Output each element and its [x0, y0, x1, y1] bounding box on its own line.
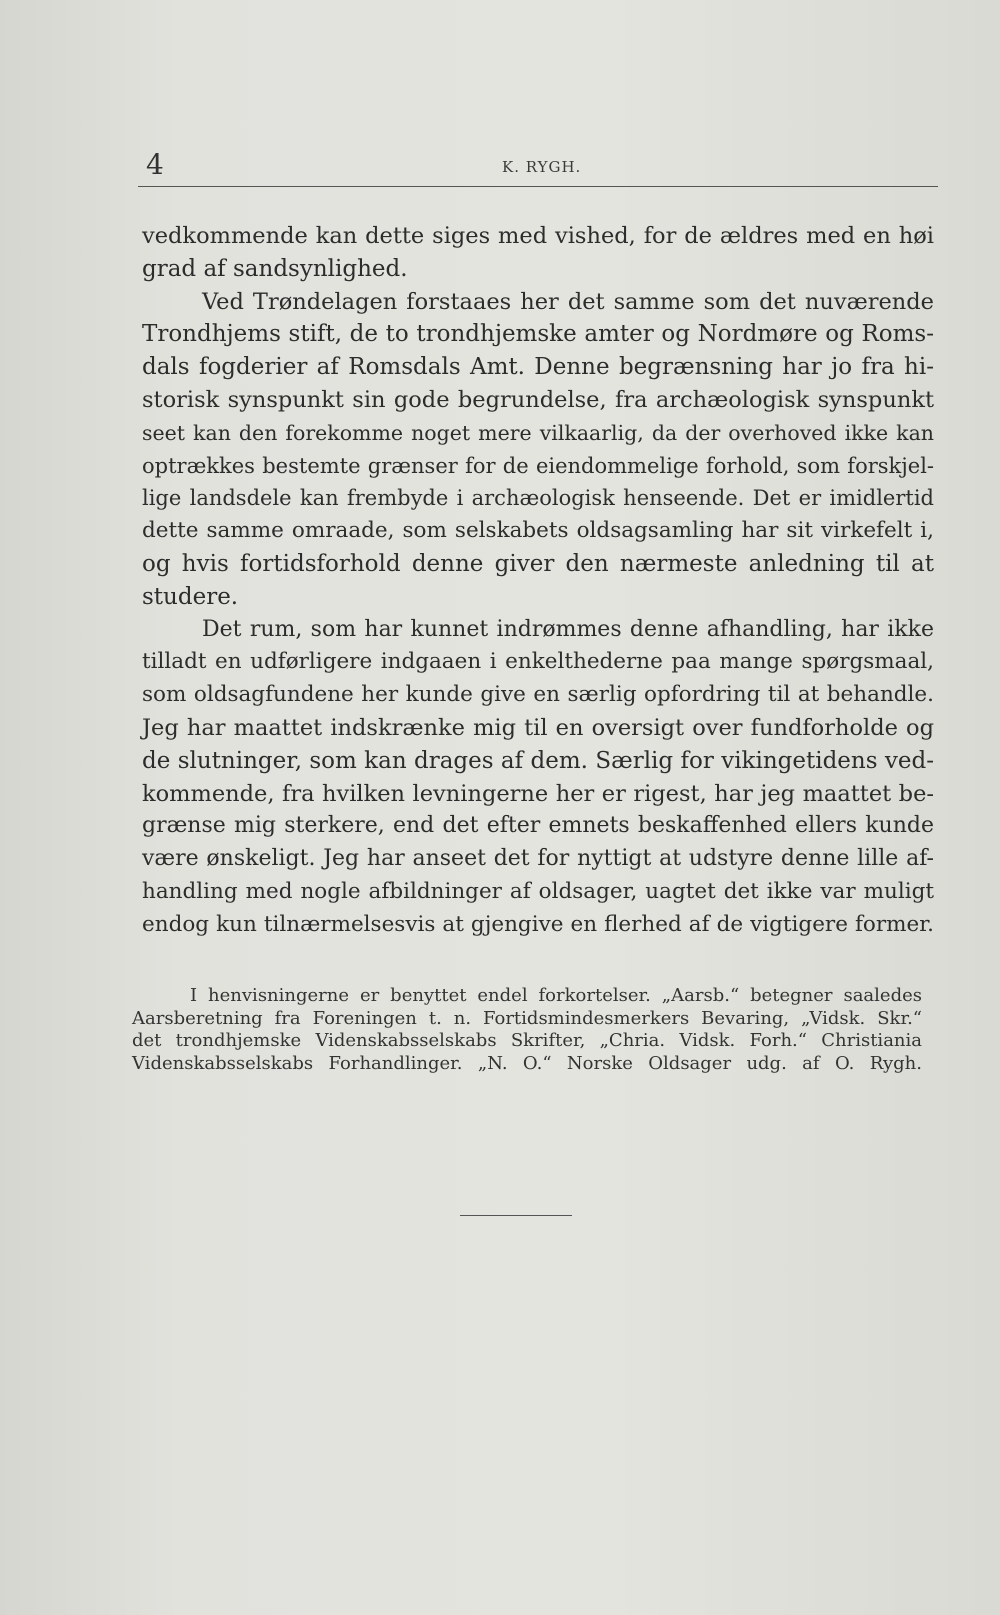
footnote — [132, 985, 922, 1075]
text-line: som oldsagfundene her kunde give en særlig opfordring til at behandle. — [142, 682, 934, 708]
text-line: Ved Trøndelagen forstaaes her det samme som det nuværende — [202, 288, 934, 315]
text-line: Det rum, som har kunnet indrømmes denne afhandling, har ikke — [202, 616, 934, 642]
footnote-line: det trondhjemske Videnskabsselskabs Skrifter, „Chria. Vidsk. Forh.“ Christiania — [132, 1030, 922, 1051]
text-line: optrækkes bestemte grænser for de eiendommelige forhold, som forskjel- — [142, 453, 934, 478]
text-line: Jeg har maattet indskrænke mig til en oversigt over fundforholde og — [142, 714, 934, 741]
text-line: tilladt en udførligere indgaaen i enkelthederne paa mange spørgsmaal, — [142, 649, 934, 675]
text-line: dette samme omraade, som selskabets oldsagsamling har sit virkefelt i, — [142, 518, 934, 544]
text-line: handling med nogle afbildninger af oldsager, uagtet det ikke var muligt — [142, 878, 934, 904]
text-line: Trondhjems stift, de to trondhjemske amter og Nordmøre og Roms- — [142, 321, 934, 348]
text-line: storisk synspunkt sin gode begrundelse, fra archæologisk synspunkt — [142, 386, 934, 413]
text-line: grænse mig sterkere, end det efter emnets beskaffenhed ellers kunde — [142, 813, 934, 839]
text-line: endog kun tilnærmelsesvis at gjengive en flerhed af de vigtigere former. — [142, 911, 934, 937]
text-line: grad af sandsynlighed. — [142, 255, 408, 282]
header-rule — [138, 186, 938, 187]
text-line: og hvis fortidsforhold denne giver den nærmeste anledning til at — [142, 550, 934, 577]
text-line: lige landsdele kan frembyde i archæologisk henseende. Det er imidlertid — [142, 486, 934, 511]
text-line: studere. — [142, 583, 239, 610]
bottom-rule — [460, 1215, 572, 1216]
body-text — [142, 220, 934, 942]
text-line: dals fogderier af Romsdals Amt. Denne begrænsning har jo fra hi- — [142, 354, 934, 381]
running-head: K. RYGH. — [502, 158, 582, 176]
footnote-line: Videnskabsselskabs Forhandlinger. „N. O.“ Norske Oldsager udg. af O. Rygh. — [132, 1052, 922, 1074]
text-line: vedkommende kan dette siges med vished, for de ældres med en høi — [142, 223, 934, 249]
footnote-line: Aarsberetning fra Foreningen t. n. Fortidsmindesmerkers Bevaring, „Vidsk. Skr.“ — [132, 1007, 922, 1029]
text-line: de slutninger, som kan drages af dem. Særlig for vikingetidens ved- — [142, 747, 934, 774]
footnote-line: I henvisningerne er benyttet endel forkortelser. „Aarsb.“ betegner saaledes — [190, 985, 922, 1006]
text-line: kommende, fra hvilken levningerne her er rigest, har jeg maattet be- — [142, 780, 934, 807]
page-number: 4 — [146, 148, 164, 181]
text-line: være ønskeligt. Jeg har anseet det for nyttigt at udstyre denne lille af- — [142, 846, 934, 872]
text-line: seet kan den forekomme noget mere vilkaarlig, da der overhoved ikke kan — [142, 420, 934, 445]
page-header — [146, 148, 936, 188]
